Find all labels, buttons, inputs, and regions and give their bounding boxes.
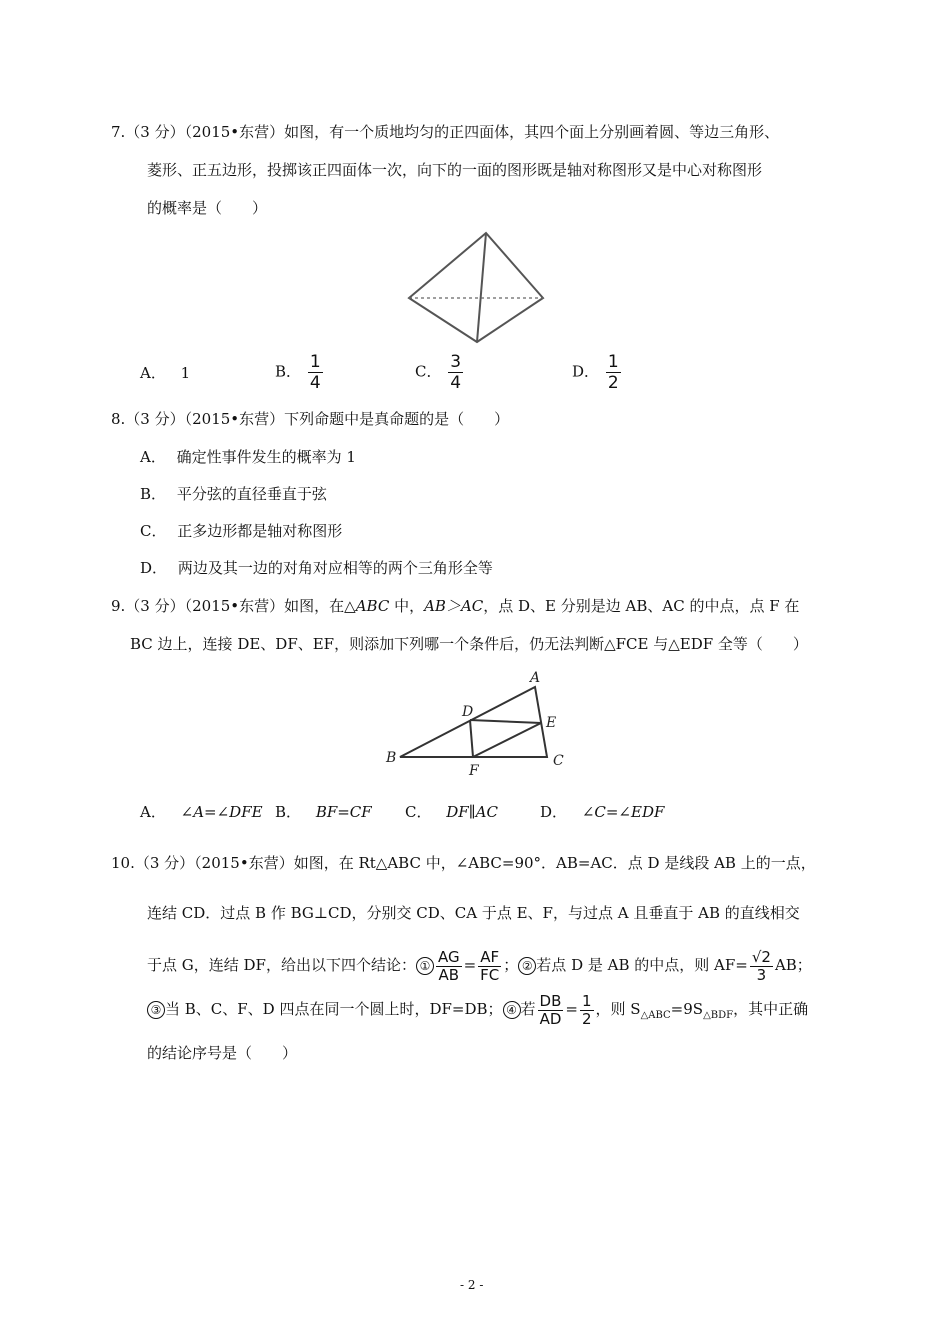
option-value: 1 [180, 364, 191, 382]
numerator: 1 [309, 352, 321, 372]
fraction [448, 352, 463, 393]
option-label: A． [140, 364, 166, 382]
option-label: C． [415, 362, 442, 381]
numerator: 3 [450, 352, 462, 372]
equals: = [463, 956, 477, 974]
q9-stem-line1 [111, 596, 799, 616]
option-text: 正多边形都是轴对称图形 [177, 522, 343, 540]
option-label: B． [275, 803, 302, 821]
q10-stem-line4 [147, 990, 808, 1035]
option-text: DF∥AC [446, 803, 498, 821]
numerator: DB [539, 991, 562, 1010]
tetrahedron-figure [402, 228, 550, 348]
denominator: 4 [450, 373, 462, 393]
fraction-af-fc [478, 949, 501, 984]
option-label: A． [140, 803, 166, 821]
circled-4: ④ [503, 1001, 521, 1019]
fraction [606, 352, 621, 393]
q10-line4-e: ，其中正确 [733, 1000, 809, 1018]
q8-option-c[interactable] [140, 521, 342, 541]
denominator: AB [438, 965, 460, 984]
option-text: 两边及其一边的对角对应相等的两个三角形全等 [177, 559, 493, 577]
option-label: D． [540, 803, 568, 821]
page-number: - 2 - [460, 1278, 484, 1292]
triangle-abc: ABC [355, 597, 390, 615]
option-label: A． [140, 448, 166, 466]
q10-stem-line1: 10.（3 分）（2015•东营）如图，在 Rt△ABC 中，∠ABC=90°．AB=AC．点 D 是线段 AB 上的一点， [111, 854, 816, 872]
q7-stem-line3: 的概率是（ ） [147, 199, 268, 217]
q8-option-b[interactable] [140, 484, 327, 504]
q10-stem-line3 [147, 946, 812, 984]
q9-stem-line2: BC 边上，连接 DE、DF、EF，则添加下列哪一个条件后，仍无法判断△FCE 与△EDF 全等（ ） [130, 635, 808, 653]
q10-line3-a: 于点 G，连结 DF，给出以下四个结论： [147, 956, 416, 974]
q8-option-a[interactable] [140, 447, 356, 467]
q10-line4-d: =9S [670, 1000, 704, 1018]
label-e: E [546, 715, 557, 731]
fraction-1-2 [580, 993, 594, 1028]
label-a: A [530, 670, 541, 686]
separator: ； [503, 956, 519, 974]
q10-line3-c: 若点 D 是 AB 的中点，则 AF= [536, 956, 748, 974]
label-f: F [469, 763, 479, 779]
equals: = [565, 1000, 578, 1018]
option-label: B． [275, 362, 302, 381]
q9-prefix: 9.（3 分）（2015•东营）如图，在△ [111, 597, 356, 615]
option-text: ∠A=∠DFE [180, 803, 263, 821]
q10-line4-a: 当 B、C、F、D 四点在同一个圆上时，DF=DB； [165, 1000, 503, 1018]
option-text: BF=CF [315, 803, 372, 821]
option-text: ∠C=∠EDF [581, 803, 665, 821]
fraction-ag-ab [436, 949, 462, 984]
numerator: 1 [607, 352, 619, 372]
q8-stem: 8.（3 分）（2015•东营）下列命题中是真命题的是（ ） [111, 410, 510, 428]
q10-stem-line2: 连结 CD．过点 B 作 BG⊥CD，分别交 CD、CA 于点 E、F，与过点 A 且垂直于 AB 的直线相交 [147, 904, 800, 922]
q10-line4-b: 若 [520, 1000, 536, 1018]
option-label: C． [140, 522, 167, 540]
q10-line4-c: ，则 S [595, 1000, 641, 1018]
q9-option-a[interactable] [140, 802, 263, 822]
option-label: B． [140, 485, 167, 503]
q10-stem-line5: 的结论序号是（ ） [147, 1044, 298, 1062]
q7-stem-line2: 菱形、正五边形，投掷该正四面体一次，向下的一面的图形既是轴对称图形又是中心对称图形 [147, 161, 763, 179]
q9-option-b[interactable] [275, 802, 372, 822]
q8-option-d[interactable] [140, 558, 493, 578]
ab-gt-ac: AB＞AC [424, 597, 484, 615]
q7-option-b[interactable] [275, 352, 325, 393]
fraction-db-ad [538, 993, 564, 1028]
denominator: 2 [581, 1009, 592, 1028]
numerator: AF [478, 949, 501, 967]
q9-option-d[interactable] [540, 802, 664, 822]
circled-3: ③ [147, 1001, 165, 1019]
label-d: D [462, 704, 474, 720]
q9-points: ，点 D、E 分别是边 AB、AC 的中点，点 F 在 [483, 597, 800, 615]
q9-option-c[interactable] [405, 802, 498, 822]
option-text: 确定性事件发生的概率为 1 [176, 448, 356, 466]
numerator: √2 [751, 947, 771, 966]
triangle-figure [380, 665, 570, 780]
q7-option-c[interactable] [415, 352, 465, 393]
subscript-abc: △ABC [640, 1010, 671, 1021]
option-label: C． [405, 803, 432, 821]
option-label: D． [140, 559, 168, 577]
denominator: 3 [756, 965, 767, 984]
q10-line3-d: AB； [774, 956, 812, 974]
label-c: C [553, 753, 564, 769]
q7-stem-line1: 7.（3 分）（2015•东营）如图，有一个质地均匀的正四面体，其四个面上分别画着圆、等边三角形、 [111, 123, 780, 141]
denominator: 4 [309, 373, 321, 393]
circled-2: ② [518, 957, 536, 975]
denominator: 2 [607, 373, 619, 393]
denominator: AD [539, 1009, 562, 1028]
fraction [308, 352, 323, 393]
q7-option-a[interactable] [140, 363, 190, 383]
q7-option-d[interactable] [572, 352, 623, 393]
option-text: 平分弦的直径垂直于弦 [176, 485, 327, 503]
subscript-bdf: △BDF [703, 1010, 734, 1021]
numerator: AG [437, 947, 460, 966]
numerator: 1 [581, 991, 592, 1010]
circled-1: ① [416, 957, 434, 975]
option-label: D． [572, 362, 600, 381]
fraction-sqrt2-3 [750, 949, 773, 984]
denominator: FC [480, 965, 500, 984]
q9-zhong: 中， [389, 597, 425, 615]
label-b: B [386, 750, 397, 766]
